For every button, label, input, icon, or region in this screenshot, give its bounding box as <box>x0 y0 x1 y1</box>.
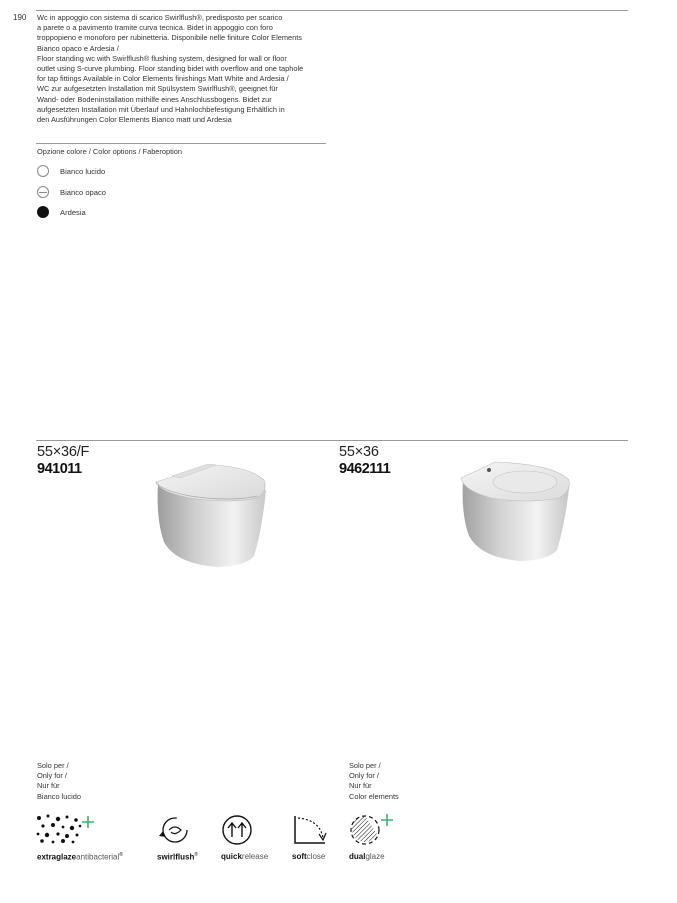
products-divider <box>36 440 628 441</box>
finish-note-bidet: Solo per / Only for / Nur für Color elements <box>349 761 399 801</box>
product-code-wc: 941011 <box>37 461 82 477</box>
product-size-bidet: 55×36 <box>339 444 379 460</box>
color-options-label: Opzione colore / Color options / Faberoption <box>37 147 183 156</box>
feature-extraglaze: extraglazeantibacterial® <box>37 852 123 862</box>
wc-image <box>150 460 275 570</box>
swatch-label-ardesia: Ardesia <box>60 208 86 217</box>
product-size-wc: 55×36/F <box>37 444 90 460</box>
feature-dualglaze: dualglaze <box>349 852 385 861</box>
dualglaze-icon <box>347 812 395 846</box>
quickrelease-icon <box>220 814 254 846</box>
page-number: 190 <box>13 13 27 22</box>
extraglaze-icon <box>36 814 98 844</box>
swatch-ardesia <box>37 206 49 218</box>
options-divider <box>36 143 326 144</box>
swatch-label-bianco-lucido: Bianco lucido <box>60 167 106 176</box>
top-divider <box>36 10 628 11</box>
softclose-icon <box>292 814 328 848</box>
feature-quickrelease: quickrelease <box>221 852 269 861</box>
product-code-bidet: 9462111 <box>339 461 391 477</box>
swatch-bianco-lucido <box>37 165 49 177</box>
bidet-image <box>455 458 580 568</box>
feature-swirlflush: swirlflush® <box>157 852 199 862</box>
finish-note-wc: Solo per / Only for / Nur für Bianco lucido <box>37 761 81 801</box>
feature-softclose: softclose <box>292 852 326 861</box>
swatch-bianco-opaco <box>37 186 49 198</box>
swatch-label-bianco-opaco: Bianco opaco <box>60 188 107 197</box>
swirlflush-icon <box>156 814 194 846</box>
product-description: Wc in appoggio con sistema di scarico Swirlflush®, predisposto per scarico a parete o a pavimento tramite curva tecnica. Bidet in appoggio con foro troppopieno e monoforo per rubinetteria. Disponibile nelle finiture Color Elements Bianco opaco e Ardesia / Floor standing wc with Swirlflush® flushing system, designed for wall or floor outlet using S-curve plumbing. Floor standing bidet with overflow and one taphole for tap fittings Available in Color Elements finishings Matt White and Ardesia / WC zur aufgesetzten Installation mit Spülsystem Swirlflush®, geeignet für Wand- oder Bodeninstallation mithilfe eines Anschlussbogens. Bidet zur aufgesetzten Installation mit Überlauf und Hahnlochbefestigung Erhältlich in den Ausführungen Color Elements Bianco matt und Ardesia <box>37 13 304 125</box>
